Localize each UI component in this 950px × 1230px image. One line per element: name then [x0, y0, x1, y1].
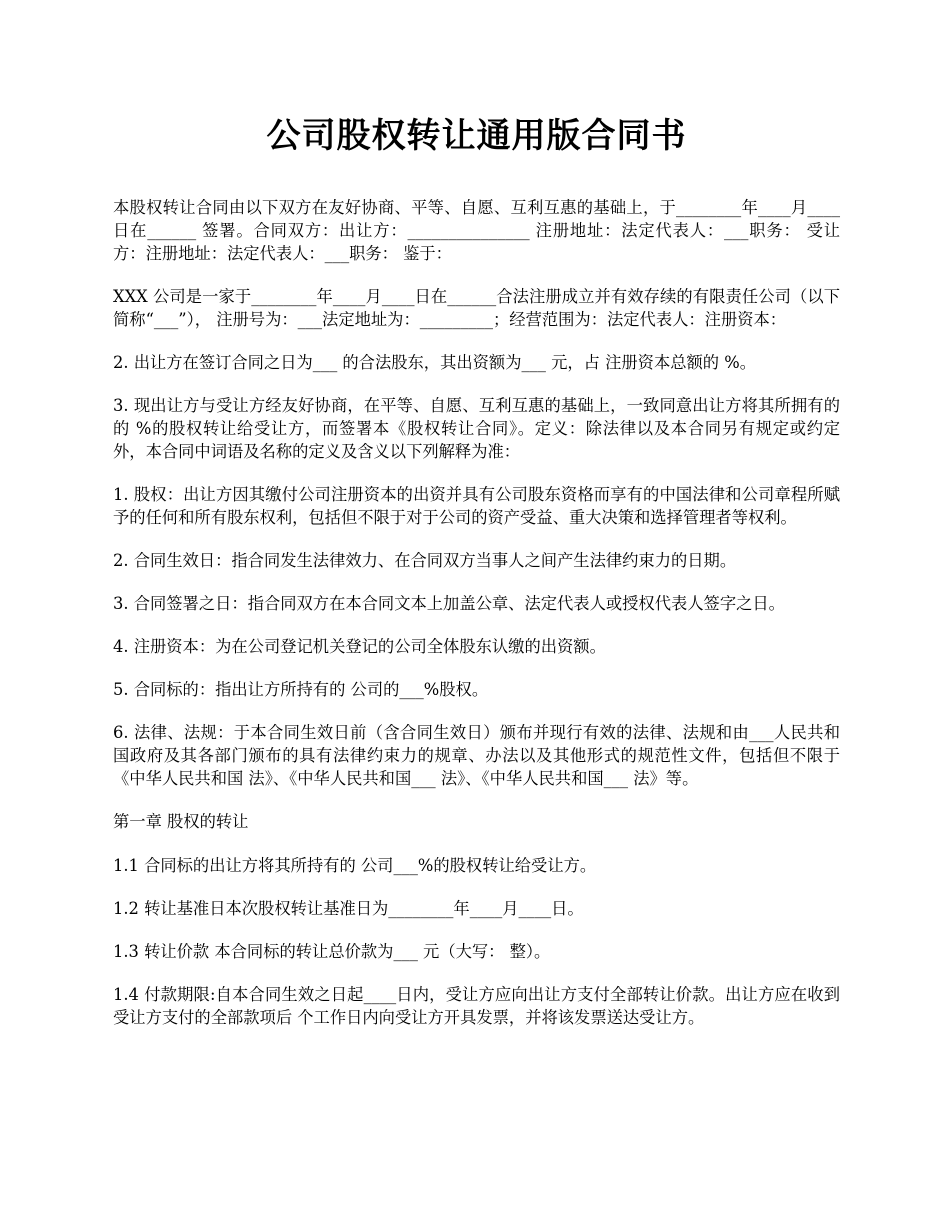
clause-1-1-paragraph: 1.1 合同标的出让方将其所持有的 公司___%的股权转让给受让方。	[113, 856, 597, 875]
recital-2-paragraph: 2. 出让方在签订合同之日为___ 的合法股东，其出资额为___ 元，占 注册资本总额的 %。	[113, 353, 757, 372]
document-page	[113, 112, 840, 1049]
definition-2-paragraph: 2. 合同生效日：指合同发生法律效力、在合同双方当事人之间产生法律约束力的日期。	[113, 551, 737, 570]
definition-6-paragraph: 6. 法律、法规：于本合同生效日前（含合同生效日）颁布并现行有效的法律、法规和由___人民共和国政府及其各部门颁布的具有法律约束力的规章、办法以及其他形式的规范性文件，包括但不限于《中华人民共和国 法》、《中华人民共和国___ 法》、《中华人民共和国___ 法》等。	[113, 723, 840, 788]
recital-3-paragraph: 3. 现出让方与受让方经友好协商，在平等、自愿、互利互惠的基础上，一致同意出让方将其所拥有的 的 %的股权转让给受让方，而签署本《股权转让合同》。定义：除法律以及本合同另有规定或约定外，本合同中词语及名称的定义及含义以下列解释为准：	[113, 396, 840, 461]
definition-3-paragraph: 3. 合同签署之日：指合同双方在本合同文本上加盖公章、法定代表人或授权代表人签字之日。	[113, 594, 785, 613]
clause-1-2-paragraph: 1.2 转让基准日本次股权转让基准日为________年____月____日。	[113, 899, 584, 918]
preamble-paragraph: 本股权转让合同由以下双方在友好协商、平等、自愿、互利互惠的基础上，于________年____月____日在______ 签署。合同双方：出让方：_______________ 注册地址：法定代表人：___职务： 受让方：注册地址：法定代表人：___职务： 鉴于：	[113, 198, 840, 263]
chapter-1-heading: 第一章 股权的转让	[113, 812, 249, 831]
document-title: 公司股权转让通用版合同书	[266, 116, 687, 156]
clause-1-4-paragraph: 1.4 付款期限:自本合同生效之日起____日内，受让方应向出让方支付全部转让价款。出让方应在收到受让方支付的全部款项后 个工作日内向受让方开具发票，并将该发票送达受让方。	[113, 985, 840, 1027]
definition-1-paragraph: 1. 股权：出让方因其缴付公司注册资本的出资并具有公司股东资格而享有的中国法律和公司章程所赋予的任何和所有股东权利，包括但不限于对于公司的资产受益、重大决策和选择管理者等权利。	[113, 485, 840, 527]
definition-5-paragraph: 5. 合同标的：指出让方所持有的 公司的___%股权。	[113, 680, 489, 699]
clause-1-3-paragraph: 1.3 转让价款 本合同标的转让总价款为___ 元（大写： 整）。	[113, 942, 551, 961]
recital-company-paragraph: XXX 公司是一家于________年____月____日在______合法注册成立并有效存续的有限责任公司（以下简称“___”）， 注册号为：___法定地址为：_________；经营范围为：法定代表人：注册资本：	[113, 287, 840, 329]
definition-4-paragraph: 4. 注册资本：为在公司登记机关登记的公司全体股东认缴的出资额。	[113, 637, 606, 656]
